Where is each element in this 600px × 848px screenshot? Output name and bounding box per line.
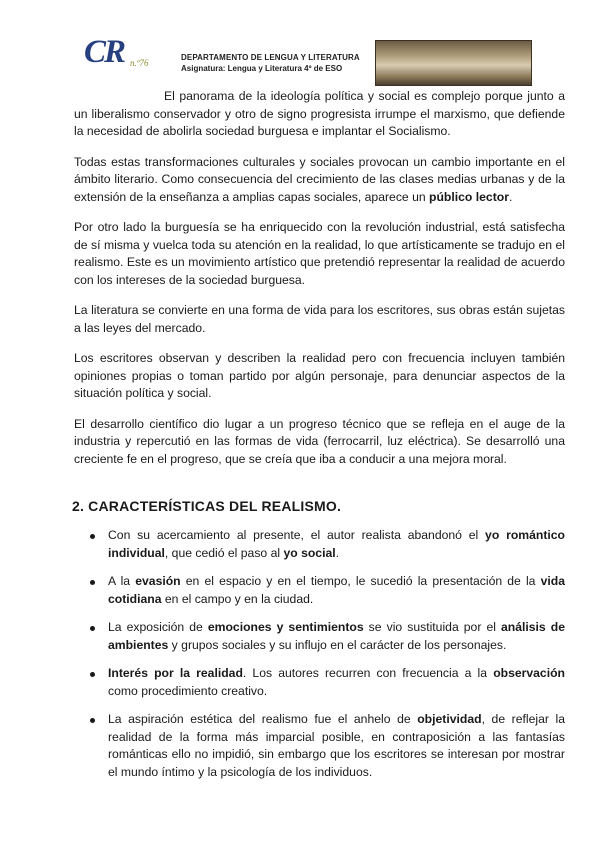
list-item: [74, 619, 565, 654]
list-item: [74, 665, 565, 700]
text-run: Por otro lado la burguesía se ha enriquecido con la revolución industrial, está satisfecha de sí misma y vuelca toda su atención en la realidad, lo que artísticamente se tradujo en el realismo. Este es un movimiento artístico que pretendió representar la realidad de acuerdo con los intereses de la sociedad burguesa.: [74, 220, 565, 287]
bullet-icon: [90, 718, 95, 723]
bold-text: emociones y sentimientos: [207, 620, 364, 634]
bold-text: evasión: [135, 574, 181, 588]
logo-subtext: n.º76: [130, 58, 149, 68]
document-body: [74, 88, 565, 792]
paragraph: [74, 219, 565, 289]
text-run: Con su acercamiento al presente, el autor realista abandonó el: [108, 528, 486, 542]
text-run: La aspiración estética del realismo fue el anhelo de: [108, 712, 418, 726]
paragraph: [74, 350, 565, 403]
list-item: [74, 573, 565, 608]
bullet-icon: [90, 672, 95, 677]
department-name: DEPARTAMENTO DE LENGUA Y LITERATURA: [181, 53, 360, 62]
text-run: , que cedió el paso al: [164, 545, 284, 560]
text-run: . Los autores recurren con frecuencia a la: [242, 666, 494, 680]
text-run: .: [335, 545, 340, 560]
text-run: La exposición de: [108, 620, 208, 634]
bold-text: yo romántico individual: [108, 528, 565, 560]
text-run: A la: [108, 574, 136, 588]
text-run: .: [508, 189, 513, 204]
text-run: El desarrollo científico dio lugar a un progreso técnico que se refleja en el auge de la industria y repercutió en las formas de vida (ferrocarril, luz eléctrica). Se desarrolló una creciente fe en el progreso, que se creía que iba a conducir a una mejora moral.: [74, 416, 565, 466]
text-run: La literatura se convierte en una forma de vida para los escritores, sus obras están sujetas a las leyes del mercado.: [74, 303, 565, 335]
paragraph: [74, 88, 565, 141]
paragraph: [74, 302, 565, 337]
text-run: en el campo y en la ciudad.: [161, 591, 314, 606]
bullet-icon: [90, 626, 95, 631]
logo-text: CR: [84, 34, 125, 70]
list-item: [74, 711, 565, 781]
text-run: se vio sustituida por el: [363, 620, 501, 634]
department-info: [181, 52, 360, 74]
text-run: Todas estas transformaciones culturales y sociales provocan un cambio importante en el ámbito literario. Como consecuencia del crecimiento de las clases medias urbanas y de la extensión de la enseñanza a amplias capas sociales, aparece un: [74, 154, 565, 204]
bullet-icon: [90, 580, 95, 585]
page-header: [0, 0, 600, 90]
subject-name: Asignatura: Lengua y Literatura 4º de ESO: [181, 64, 343, 73]
text-run: como procedimiento creativo.: [108, 683, 268, 698]
paragraph: [74, 416, 565, 469]
text-run: y grupos sociales y su influjo en el carácter de los personajes.: [168, 637, 507, 652]
bold-text: público lector: [429, 189, 509, 204]
school-logo: [84, 36, 156, 76]
bold-text: objetividad: [417, 712, 482, 726]
bold-text: observación: [493, 666, 565, 680]
paragraph: [74, 154, 565, 207]
text-run: en el espacio y en el tiempo, le sucedió la presentación de la: [180, 574, 541, 588]
header-banner-image: [375, 40, 532, 86]
text-run: , de reflejar la realidad de la forma más imparcial posible, en contraposición a las fantasías románticas ello no impidió, sin embargo que los escritores se interesan por mostrar el mundo íntimo y la psicología de los individuos.: [108, 712, 565, 779]
list-item: [74, 527, 565, 562]
characteristics-list: [74, 527, 565, 781]
bullet-icon: [90, 534, 95, 539]
text-run: El panorama de la ideología política y social es complejo porque junto a un liberalismo conservador y otro de signo progresista irrumpe el marxismo, que defiende la necesidad de abolirla sociedad burguesa e implantar el Socialismo.: [74, 89, 565, 138]
bold-text: vida cotidiana: [108, 574, 565, 606]
bold-text: Interés por la realidad: [108, 666, 243, 680]
section-title: 2. CARACTERÍSTICAS DEL REALISMO.: [72, 498, 342, 514]
paragraph-list: [74, 88, 565, 468]
bold-text: yo social: [283, 545, 336, 560]
bold-text: análisis de ambientes: [108, 620, 565, 652]
text-run: Los escritores observan y describen la realidad pero con frecuencia incluyen también opiniones propias o toman partido por algún personaje, para denunciar aspectos de la situación política y social.: [74, 351, 565, 400]
